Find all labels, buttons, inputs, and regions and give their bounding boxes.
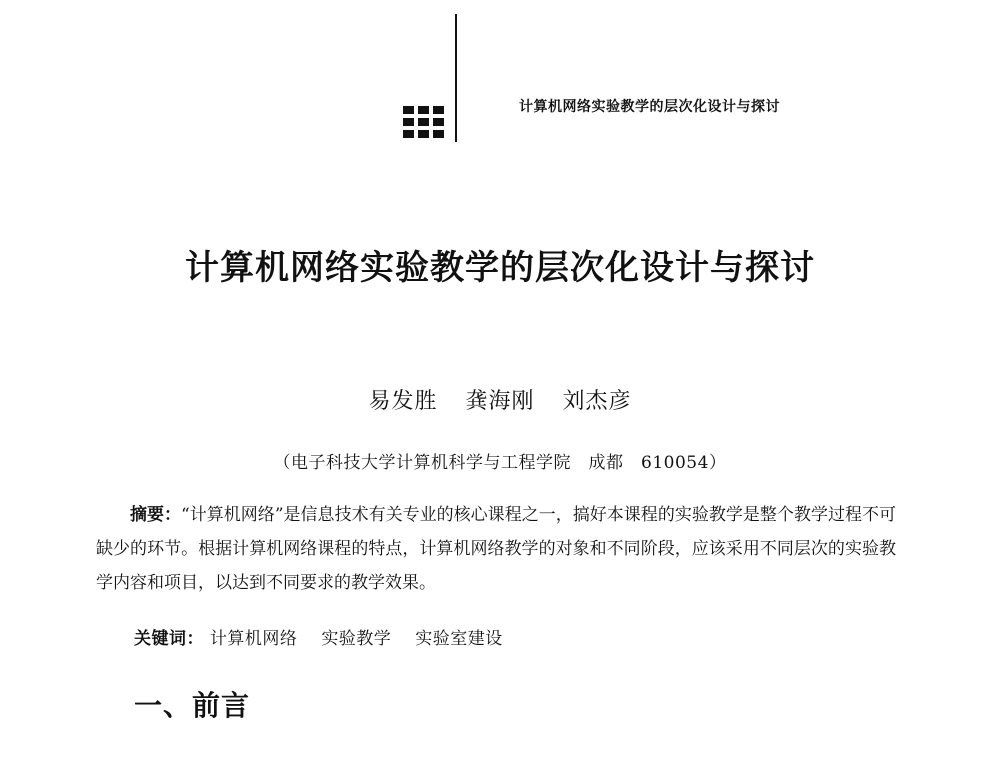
running-head: 计算机网络实验教学的层次化设计与探讨 bbox=[519, 99, 780, 115]
header-divider-rule bbox=[455, 14, 457, 142]
keyword-item: 计算机网络 bbox=[209, 629, 298, 649]
keywords-label: 关键词： bbox=[134, 629, 204, 649]
abstract-label: 摘要： bbox=[130, 505, 182, 525]
paper-title: 计算机网络实验教学的层次化设计与探讨 bbox=[185, 248, 815, 288]
author-name: 易发胜 bbox=[368, 389, 438, 414]
author-name: 龚海刚 bbox=[465, 389, 535, 414]
keywords bbox=[134, 624, 521, 649]
author-affiliation: （电子科技大学计算机科学与工程学院 成都 610054） bbox=[273, 453, 727, 473]
keyword-item: 实验室建设 bbox=[415, 629, 503, 649]
abstract bbox=[96, 498, 896, 600]
author-list bbox=[0, 384, 1000, 415]
section-heading: 一、前言 bbox=[134, 689, 251, 722]
abstract-text: “计算机网络”是信息技术有关专业的核心课程之一，搞好本课程的实验教学是整个教学过程不可缺少的环节。根据计算机网络课程的特点，计算机网络教学的对象和不同阶段，应该采用不同层次的实验教学内容和项目，以达到不同要求的教学效果。 bbox=[96, 505, 896, 593]
author-name: 刘杰彦 bbox=[562, 389, 632, 414]
keyword-item: 实验教学 bbox=[321, 629, 392, 649]
journal-logo-icon bbox=[403, 106, 444, 138]
